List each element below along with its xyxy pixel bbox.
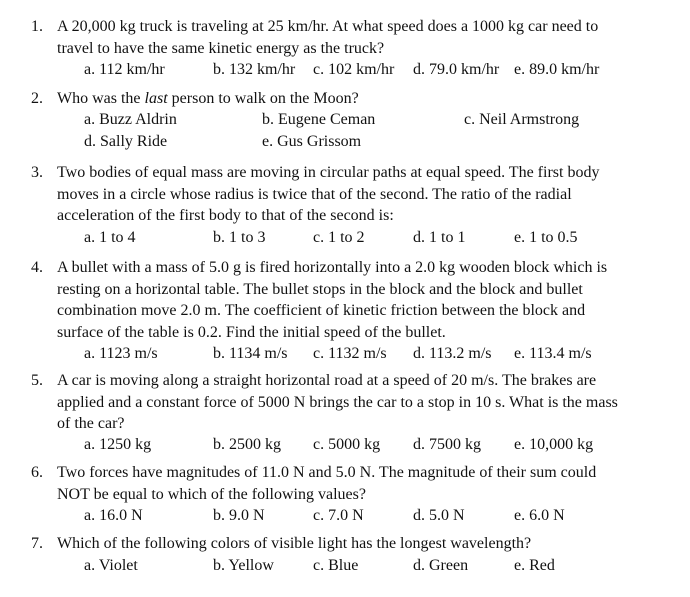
option-d: d. 7500 kg xyxy=(413,436,481,453)
question-text xyxy=(57,88,667,110)
question-line: applied and a constant force of 5000 N brings the car to a stop in 10 s. What is the mass xyxy=(57,393,618,411)
option-b: b. 1134 m/s xyxy=(213,345,288,362)
question-text xyxy=(57,370,667,435)
question-line: Two forces have magnitudes of 11.0 N and 5.0 N. The magnitude of their sum could xyxy=(57,464,597,481)
question-text xyxy=(57,257,667,343)
option-b: b. 132 km/hr xyxy=(213,61,296,78)
question-number: 1. xyxy=(31,18,43,35)
option-e: e. 6.0 N xyxy=(514,507,565,524)
question-text-emphasis: last xyxy=(144,90,168,107)
option-a: a. 112 km/hr xyxy=(84,61,165,78)
option-b: b. 9.0 N xyxy=(213,507,265,524)
option-e: e. Gus Grissom xyxy=(262,133,362,150)
question-line: A 20,000 kg truck is traveling at 25 km/hr. At what speed does a 1000 kg car need to xyxy=(57,18,599,35)
question-line xyxy=(57,88,667,110)
option-e: e. Red xyxy=(514,557,555,574)
question-line: A bullet with a mass of 5.0 g is fired horizontally into a 2.0 kg wooden block which is xyxy=(57,259,608,276)
option-d: d. 1 to 1 xyxy=(413,229,466,246)
question-text-start: Who was the xyxy=(57,90,145,107)
option-b: b. Eugene Ceman xyxy=(262,111,376,128)
option-c: c. 1132 m/s xyxy=(313,345,387,362)
question-text xyxy=(57,533,667,555)
question-text xyxy=(57,162,667,227)
option-e: e. 10,000 kg xyxy=(514,436,594,453)
option-b: b. 2500 kg xyxy=(213,436,281,453)
option-b: b. Yellow xyxy=(213,557,274,574)
question-text xyxy=(57,16,667,59)
option-a: a. 1 to 4 xyxy=(84,229,136,246)
option-a: a. 1250 kg xyxy=(84,436,152,453)
option-c: c. Blue xyxy=(313,557,359,574)
option-e: e. 89.0 km/hr xyxy=(514,61,600,78)
question-line: acceleration of the first body to that of the second is: xyxy=(57,207,394,224)
question-line: combination move 2.0 m. The coefficient of kinetic friction between the block and xyxy=(57,302,586,319)
question-line: travel to have the same kinetic energy as the truck? xyxy=(57,39,385,57)
question-text xyxy=(57,462,667,505)
option-a: a. Violet xyxy=(84,557,138,574)
option-d: d. 113.2 m/s xyxy=(413,345,492,362)
option-d: d. 5.0 N xyxy=(413,507,465,524)
question-line: resting on a horizontal table. The bullet stops in the block and the block and bullet xyxy=(57,280,583,298)
question-line: Two bodies of equal mass are moving in circular paths at equal speed. The first body xyxy=(57,164,600,181)
option-e: e. 1 to 0.5 xyxy=(514,229,578,246)
option-c: c. Neil Armstrong xyxy=(464,111,580,128)
question-line: surface of the table is 0.2. Find the initial speed of the bullet. xyxy=(57,323,446,341)
option-a: a. Buzz Aldrin xyxy=(84,111,177,128)
question-number: 3. xyxy=(31,164,43,181)
question-line: Which of the following colors of visible light has the longest wavelength? xyxy=(57,535,532,552)
question-number: 6. xyxy=(31,464,43,481)
question-number: 7. xyxy=(31,535,43,552)
question-line: of the car? xyxy=(57,415,125,432)
option-d: d. Sally Ride xyxy=(84,133,168,150)
question-number: 2. xyxy=(31,90,43,107)
question-number: 5. xyxy=(31,372,43,389)
option-a: a. 16.0 N xyxy=(84,507,143,524)
question-number: 4. xyxy=(31,259,43,276)
option-b: b. 1 to 3 xyxy=(213,229,266,246)
option-c: c. 1 to 2 xyxy=(313,229,365,246)
option-c: c. 5000 kg xyxy=(313,436,381,453)
option-d: d. Green xyxy=(413,557,469,574)
question-line: A car is moving along a straight horizontal road at a speed of 20 m/s. The brakes are xyxy=(57,372,597,389)
option-d: d. 79.0 km/hr xyxy=(413,61,500,78)
question-line: moves in a circle whose radius is twice that of the second. The ratio of the radial xyxy=(57,185,572,203)
question-line: NOT be equal to which of the following values? xyxy=(57,485,366,503)
option-c: c. 102 km/hr xyxy=(313,61,395,78)
option-e: e. 113.4 m/s xyxy=(514,345,592,362)
option-c: c. 7.0 N xyxy=(313,507,364,524)
option-a: a. 1123 m/s xyxy=(84,345,158,362)
question-text-end: person to walk on the Moon? xyxy=(167,90,359,107)
